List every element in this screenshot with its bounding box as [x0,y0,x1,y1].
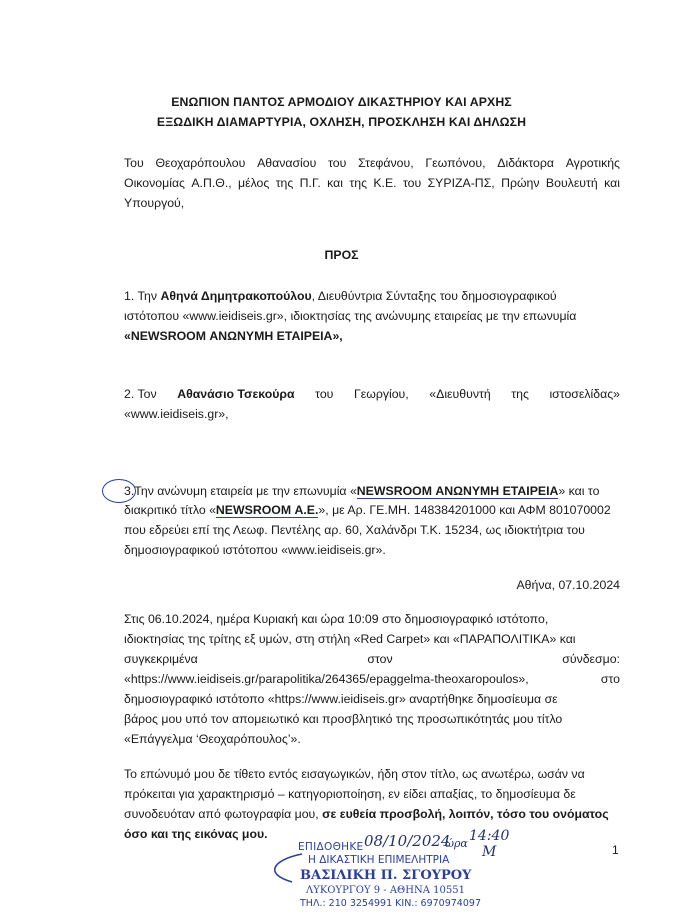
intro-line-2 [124,173,620,193]
word: Πρώην [501,176,540,190]
text: διακριτικό τίτλο « [124,503,216,517]
word: του [328,156,347,170]
word: 2. Τον [124,387,157,401]
page-number: 1 [612,843,619,857]
word: συγκεκριμένα [124,652,198,666]
word: Γεωπόνου, [425,156,486,170]
body-2-line-2: πρόκειται για χαρακτηρισμό – κατηγοριοποίηση, εν είδει απαξίας, το δημοσίευμα δε [124,787,576,801]
word: ΣΥΡΙΖΑ-ΠΣ, [427,176,495,190]
recipient-3-line-1 [124,481,620,501]
recipient-3-line-3: που εδρεύει επί της Λεωφ. Πεντέλης αρ. 60, Χαλάνδρι Τ.Κ. 15234, ως ιδιοκτήτρια του [124,523,585,537]
stamp-address: ΛΥΚΟΥΡΓΟΥ 9 - ΑΘΗΝΑ 10551 [306,885,465,896]
word: της [275,176,294,190]
word: ιστοσελίδας» [549,387,620,401]
word: στον [367,652,393,666]
word: της [511,387,529,401]
recipient-1-line-2: ιστότοπου «www.ieidiseis.gr», ιδιοκτησίας της ανώνυμης εταιρείας με την επωνυμία [124,309,577,323]
stamp-phone: ΤΗΛ.: 210 3254991 ΚΙΝ.: 6970974097 [300,898,481,909]
word: Του [124,156,144,170]
recipient-2-line-2: «www.ieidiseis.gr», [124,407,229,421]
recipient-2-line-1 [124,384,620,404]
word: Α.Π.Θ., [191,176,232,190]
body-1-line-3 [124,649,620,669]
word: Π.Γ. [299,176,321,190]
word: μέλος [238,176,270,190]
intro-line-1 [124,153,620,173]
word: Στεφάνου, [358,156,414,170]
document-header-line-1: ΕΝΩΠΙΟΝ ΠΑΝΤΟΣ ΑΡΜΟΔΙΟΥ ΔΙΚΑΣΤΗΡΙΟΥ ΚΑΙ ΑΡΧΗΣ [171,95,512,109]
body-1-line-1: Στις 06.10.2024, ημέρα Κυριακή και ώρα 10:09 στο δημοσιογραφικό ιστότοπο, [124,612,549,626]
text-bold: σε ευθεία προσβολή, λοιπόν, τόσο του ονόματος [322,807,609,821]
document-date: Αθήνα, 07.10.2024 [516,578,620,592]
company-distinctive-title: NEWSROOM Α.Ε. [215,503,319,517]
word: στο [600,672,620,686]
body-1-line-5: δημοσιογραφικό ιστότοπο «https://www.ieidiseis.gr» αναρτήθηκε δημοσίευμα σε [124,692,558,706]
recipient-1-line-1 [124,286,620,306]
word: Γεωργίου, [353,387,409,401]
word: του [402,176,422,190]
body-1-line-6: βάρος μου υπό τον απομειωτικό και προσβλητικό της προσωπικότητάς μου τίτλο [124,712,563,726]
stamp-bailiff-title: Η ΔΙΚΑΣΤΙΚΗ ΕΠΙΜΕΛΗΤΡΙΑ [308,854,450,866]
company-name: NEWSROOM ΑΝΩΝΥΜΗ ΕΤΑΙΡΕΙΑ [356,484,559,498]
word: «Διευθυντή [429,387,491,401]
stamp-served-label: ΕΠΙΔΟΘΗΚΕ [298,841,364,853]
intro-line-3: Υπουργού, [124,196,185,210]
bailiff-stamp [262,828,510,916]
recipient-1-name: Αθηνά Δημητρακοπούλου [160,289,312,303]
stamp-swoosh-icon [262,852,322,892]
article-link: «https://www.ieidiseis.gr/parapolitika/264365/epaggelma-theoxaropoulos», [124,672,529,686]
stamp-hand-date: 08/10/2024 [364,832,451,850]
word: Κ.Ε. [373,176,397,190]
body-2-line-1: Το επώνυμό μου δε τίθετο εντός εισαγωγικών, ήδη στον τίτλο, ως ανωτέρω, ωσάν να [124,767,585,781]
text: », με Αρ. ΓΕ.ΜΗ. 148384201000 και ΑΦΜ 801070002 [318,503,611,517]
stamp-hand-time-label: ώρα [445,837,468,850]
text: Την ανώνυμη εταιρεία με την επωνυμία « [134,484,357,498]
word: του [315,387,334,401]
recipient-3-line-2 [124,500,620,520]
body-1-line-4 [124,669,620,689]
word: Οικονομίας [124,176,185,190]
text: συνοδευόταν από φωτογραφία μου, [124,807,323,821]
document-header-line-2: ΕΞΩΔΙΚΗ ΔΙΑΜΑΡΤΥΡΙΑ, ΟΧΛΗΣΗ, ΠΡΟΣΚΛΗΣΗ ΚΑΙ ΔΗΛΩΣΗ [156,115,527,129]
recipient-2-name: Αθανάσιο Τσεκούρα [177,387,295,401]
body-1-line-2: ιδιοκτησίας της τρίτης εξ υμών, στη στήλη «Red Carpet» και «ΠΑΡΑΠΟΛΙΤΙΚΑ» και [124,632,576,646]
word: Βουλευτή [545,176,598,190]
word: Διδάκτορα [497,156,554,170]
word: και [604,176,620,190]
recipient-1-line-3: «NEWSROOM ΑΝΩΝΥΜΗ ΕΤΑΙΡΕΙΑ», [124,329,343,343]
stamp-bailiff-name: ΒΑΣΙΛΙΚΗ Π. ΣΓΟΥΡΟΥ [300,868,472,883]
body-1-line-7: «Επάγγελμα ‘Θεοχαρόπουλος’». [124,732,301,746]
word: της [349,176,367,190]
text: , Διευθύντρια Σύνταξης του δημοσιογραφικού [311,289,557,303]
text: » και το [558,484,600,498]
recipient-3-line-4: δημοσιογραφικού ιστότοπου «www.ieidiseis.gr». [124,543,386,557]
body-2-line-4: όσο και της εικόνας μου. [124,827,268,841]
pros-heading: ΠΡΟΣ [324,248,359,262]
word: και [327,176,344,190]
stamp-hand-time: 14:40 [469,828,510,844]
word: Θεοχαρόπουλου [155,156,246,170]
word: Αθανασίου [257,156,317,170]
word: σύνδεσμο: [562,652,620,666]
word: Αγροτικής [565,156,620,170]
text: 1. Την [124,289,161,303]
stamp-hand-mark: Μ [482,844,497,860]
body-2-line-3 [124,804,620,824]
recipient-3-number: 3. [124,484,135,498]
